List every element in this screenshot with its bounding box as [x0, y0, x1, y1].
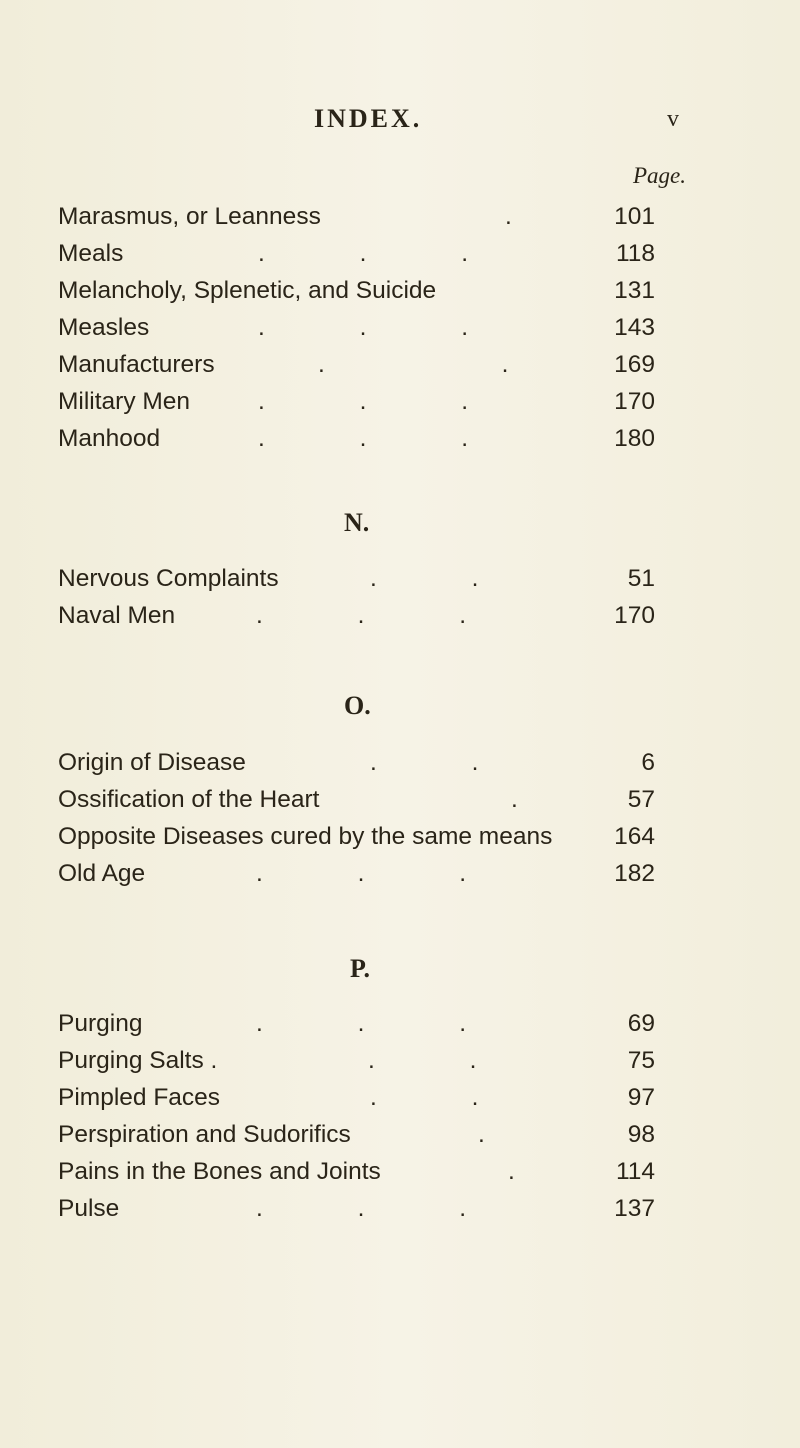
entry-page: 97 — [627, 1084, 655, 1111]
entry-label: Opposite Diseases cured by the same means — [58, 823, 553, 850]
index-entry — [58, 384, 698, 420]
leader-dots: . . — [370, 749, 479, 776]
entry-label: Purging — [58, 1010, 143, 1037]
entry-page: 75 — [627, 1047, 655, 1074]
entry-page: 118 — [615, 240, 655, 267]
entry-page: 114 — [615, 1158, 655, 1185]
entry-page: 182 — [614, 860, 655, 887]
entry-label: Nervous Complaints — [58, 565, 279, 592]
leader-dots: . — [478, 1121, 485, 1148]
entry-label: Marasmus, or Leanness — [58, 203, 321, 230]
entry-label: Old Age — [58, 860, 146, 887]
entry-label: Origin of Disease — [58, 749, 246, 776]
entry-label: Ossification of the Heart — [58, 786, 320, 813]
entry-page: 131 — [614, 277, 655, 304]
entry-label: Purging Salts . — [58, 1047, 218, 1074]
entry-label: Meals — [58, 240, 124, 267]
entry-page: 170 — [614, 388, 655, 415]
index-entry — [58, 273, 698, 309]
leader-dots: . . . — [256, 602, 467, 629]
running-head-title: INDEX. — [314, 104, 423, 133]
entry-page: 170 — [614, 602, 655, 629]
index-entry — [58, 1154, 698, 1190]
leader-dots: . . — [318, 351, 509, 378]
leader-dots: . . . — [258, 425, 469, 452]
index-entry — [58, 199, 698, 235]
entry-label: Manhood — [58, 425, 161, 452]
index-entry — [58, 819, 698, 855]
index-entry — [58, 745, 698, 781]
leader-dots: . — [505, 203, 512, 230]
entry-label: Military Men — [58, 388, 191, 415]
entry-label: Perspiration and Sudorifics — [58, 1121, 351, 1148]
entry-label: Pains in the Bones and Joints — [58, 1158, 381, 1185]
index-entry — [58, 1006, 698, 1042]
entry-label: Measles — [58, 314, 150, 341]
index-entry — [58, 1043, 698, 1079]
leader-dots: . . — [368, 1047, 477, 1074]
index-entry — [58, 421, 698, 457]
entry-label: Naval Men — [58, 602, 176, 629]
entry-page: 101 — [614, 203, 655, 230]
entry-label: Pulse — [58, 1195, 120, 1222]
entry-page: 57 — [627, 786, 655, 813]
index-entry — [58, 856, 698, 892]
running-head — [0, 104, 800, 138]
entry-page: 143 — [614, 314, 655, 341]
leader-dots: . . — [370, 1084, 479, 1111]
entry-page: 6 — [641, 749, 655, 776]
entry-page: 180 — [614, 425, 655, 452]
index-entry — [58, 598, 698, 634]
section-letter-p: P. — [350, 954, 370, 983]
leader-dots: . — [508, 1158, 515, 1185]
leader-dots: . — [511, 786, 518, 813]
entry-label: Melancholy, Splenetic, and Suicide — [58, 277, 437, 304]
index-entry — [58, 1191, 698, 1227]
page-folio: v — [667, 106, 679, 132]
entry-label: Pimpled Faces — [58, 1084, 221, 1111]
entry-page: 51 — [627, 565, 655, 592]
leader-dots: . . . — [258, 388, 469, 415]
index-entry — [58, 1117, 698, 1153]
leader-dots: . . . — [258, 240, 469, 267]
index-entry — [58, 310, 698, 346]
section-letter-n: N. — [344, 508, 370, 537]
index-entry — [58, 561, 698, 597]
index-entry — [58, 782, 698, 818]
leader-dots: . . . — [256, 1010, 467, 1037]
leader-dots: . . . — [258, 314, 469, 341]
index-entry — [58, 1080, 698, 1116]
index-entry — [58, 236, 698, 272]
leader-dots: . . . — [256, 860, 467, 887]
entry-page: 137 — [614, 1195, 655, 1222]
entry-label: Manufacturers — [58, 351, 215, 378]
entry-page: 98 — [627, 1121, 655, 1148]
leader-dots: . . — [370, 565, 479, 592]
entry-page: 164 — [614, 823, 655, 850]
section-letter-o: O. — [344, 691, 371, 720]
index-entry — [58, 347, 698, 383]
entry-page: 169 — [614, 351, 655, 378]
entry-page: 69 — [627, 1010, 655, 1037]
leader-dots: . . . — [256, 1195, 467, 1222]
page-column-label: Page. — [633, 163, 687, 188]
